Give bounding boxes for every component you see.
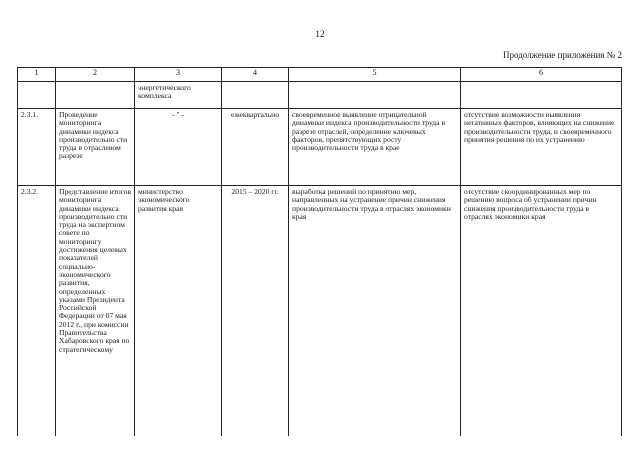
continuation-cell-1 xyxy=(18,82,56,109)
page-number: 12 xyxy=(315,30,325,40)
continuation-cell-4 xyxy=(222,82,289,109)
appendix-continuation-note: Продолжение приложения № 2 xyxy=(502,50,622,60)
executor-cell: - " - xyxy=(135,109,222,186)
continuation-executor-cell: энергетического комплекса xyxy=(135,82,222,109)
table-row xyxy=(18,109,622,186)
period-cell: 2015 – 2020 гг. xyxy=(222,186,289,437)
table-header-row xyxy=(18,68,622,82)
header-cell-1: 1 xyxy=(18,68,56,82)
continuation-cell-6 xyxy=(461,82,622,109)
action-cell: Проведение мониторинга динамики индекса производительно сти труда в отраслевом разрезе xyxy=(56,109,135,186)
measures-table xyxy=(17,67,622,436)
period-cell: ежеквартально xyxy=(222,109,289,186)
header-cell-5: 5 xyxy=(289,68,461,82)
action-cell: Представление итогов мониторинга динамики индекса производительно сти труда на экспертном совете по мониторингу достижения целевых показателей социально-экономического развития, определенных указами Президента Российской Федерации от 07 мая 2012 г., при комиссии Правительства Хабаровского края по стратегическому xyxy=(56,186,135,437)
header-cell-6: 6 xyxy=(461,68,622,82)
result-cell: своевременное выявление отрицательной динамики индекса производительности труда в разрезе отраслей, определение ключевых факторов, препятствующих росту производительности труда в крае xyxy=(289,109,461,186)
risk-cell: отсутствие возможности выявления негативных факторов, влияющих на снижение производительности труда, и своевременного принятия решения по их устранению xyxy=(461,109,622,186)
result-cell: выработка решений по принятию мер, направленных на устранение причин снижения производительности труда в отраслях экономики края xyxy=(289,186,461,437)
continuation-cell-5 xyxy=(289,82,461,109)
executor-cell: министерство экономического развития края xyxy=(135,186,222,437)
table-row xyxy=(18,186,622,437)
row-number-cell: 2.3.1. xyxy=(18,109,56,186)
header-cell-3: 3 xyxy=(135,68,222,82)
header-cell-2: 2 xyxy=(56,68,135,82)
row-number-cell: 2.3.2. xyxy=(18,186,56,437)
continuation-row xyxy=(18,82,622,109)
header-cell-4: 4 xyxy=(222,68,289,82)
continuation-cell-2 xyxy=(56,82,135,109)
risk-cell: отсутствие скоординированных мер по решению вопроса об устранении причин снижения производительности труда в отраслях экономики края xyxy=(461,186,622,437)
